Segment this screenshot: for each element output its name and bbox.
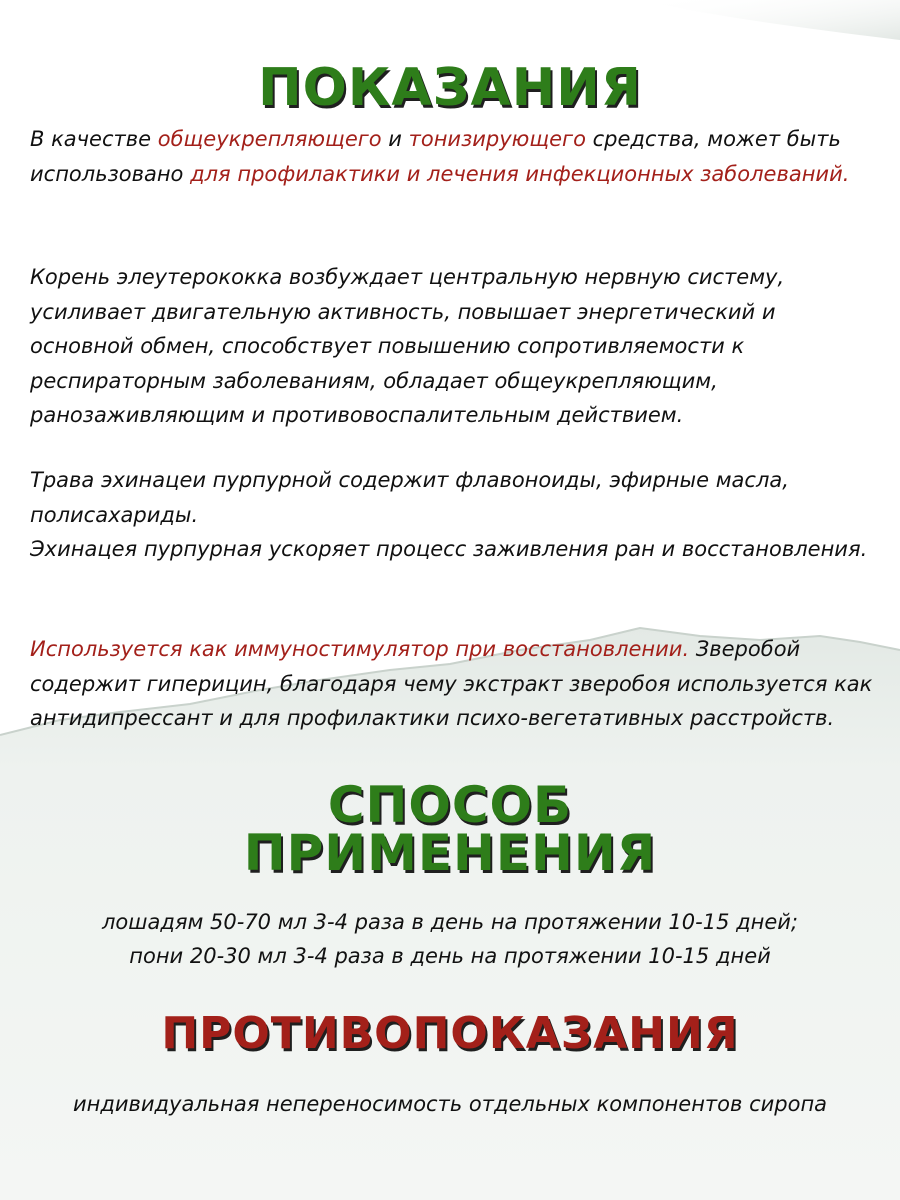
indications-paragraph-3a: Трава эхинацеи пурпурной содержит флавоноиды, эфирные масла, полисахариды. — [30, 468, 789, 527]
contraindications-title: ПРОТИВОПОКАЗАНИЯ — [161, 1008, 739, 1059]
usage-title-line-2: ПРИМЕНЕНИЯ — [243, 824, 657, 882]
p1-text-1: В качестве — [30, 127, 158, 151]
indications-paragraph-3b: Эхинацея пурпурная ускоряет процесс заживления ран и восстановления. — [30, 537, 868, 561]
p1-highlight-1: общеукрепляющего — [157, 127, 382, 151]
usage-title-line-1: СПОСОБ — [327, 776, 573, 834]
p1-text-3: средства, может быть использовано — [30, 127, 841, 186]
p4-text: Зверобой содержит гиперицин, благодаря чему экстракт зверобоя используется как антидипрессант и для профилактики психо-вегетативных расстройств. — [30, 637, 873, 730]
p1-highlight-3: для профилактики и лечения инфекционных заболеваний. — [190, 161, 850, 186]
indications-paragraph-2: Корень элеутерококка возбуждает центральную нервную систему, усиливает двигательную активность, повышает энергетический и основной обмен, способствует повышению сопротивляемости к респираторным заболеваниям, обладает общеукрепляющим, ранозаживляющим и противовоспалительным действием. — [30, 265, 785, 427]
usage-dosage-horses: лошадям 50-70 мл 3-4 раза в день на протяжении 10-15 дней; — [102, 910, 798, 934]
indications-paragraph-4 — [30, 632, 875, 736]
indications-paragraph-1 — [30, 122, 875, 191]
p4-highlight: Используется как иммуностимулятор при восстановлении. — [30, 637, 690, 661]
p1-text-2: и — [381, 127, 409, 151]
usage-dosage-ponies: пони 20-30 мл 3-4 раза в день на протяжении 10-15 дней — [129, 944, 771, 968]
indications-title: ПОКАЗАНИЯ — [258, 58, 642, 118]
contraindications-text: индивидуальная непереносимость отдельных компонентов сиропа — [72, 1092, 828, 1116]
p1-highlight-2: тонизирующего — [408, 127, 586, 151]
